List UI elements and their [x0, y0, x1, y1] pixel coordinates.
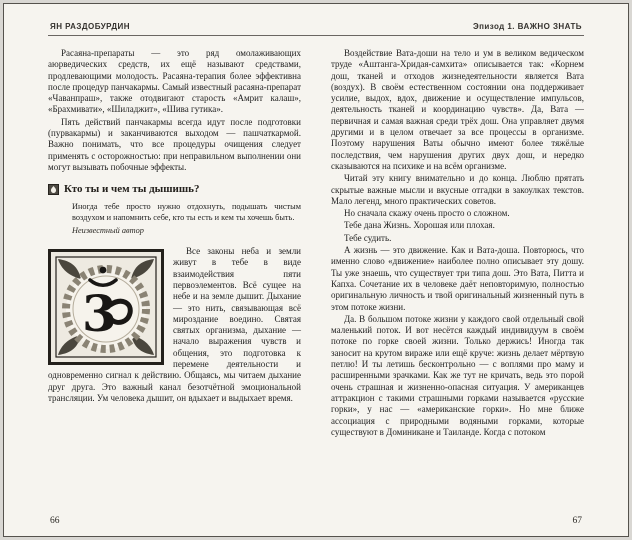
epigraph-text: Иногда тебе просто нужно отдохнуть, подышать чистым воздухом и напомнить себе, кто ты есть и кем ты хочешь быть.: [72, 202, 301, 222]
paragraph: Пять действий панчакармы всегда идут после подготовки (пурвакармы) и заканчиваются выходом — пашчаткармой. Важно понимать, что все процедуры очищения следует применять с осторожностью: при неправильном выполнении они могут вызывать побочные эффекты.: [48, 116, 301, 172]
paragraph: Но сначала скажу очень просто о сложном.: [344, 208, 510, 219]
page-number-right: 67: [572, 516, 582, 526]
epigraph: [72, 202, 301, 237]
page-number-left: 66: [50, 516, 60, 526]
paragraph: Читай эту книгу внимательно и до конца. Люблю прятать скрытые важные мысли и вкусные отгадки в закоулках текстов. Мало легенд, много практических советов.: [331, 173, 584, 206]
page-footer: [50, 516, 582, 526]
right-page-column: [331, 48, 584, 494]
paragraph-with-figure: [48, 246, 301, 404]
paragraph: Тебе судить.: [344, 232, 392, 243]
epigraph-author: Неизвестный автор: [72, 226, 144, 236]
om-mandala-figure: [48, 249, 164, 365]
header-right-title: Эпизод 1. ВАЖНО ЗНАТЬ: [472, 22, 582, 31]
illustrated-passage: [48, 246, 301, 404]
paragraph: Тебе дана Жизнь. Хорошая или плохая.: [344, 220, 495, 231]
header-left-title: ЯН РАЗДОБУРДИН: [50, 22, 130, 31]
paragraph: Воздействие Вата-доши на тело и ум в великом ведическом труде «Аштанга-Хридая-самхита» описывается так: «Корнем дош, тканей и отходов жизнедеятельности является Вата (воздух). В своём естественном состоянии она поддерживает усилие, выдох, вдох, движение и осуществление импульсов, деятельность тканей и координацию чувств». Да, Вата — первичная и самая важная среди трёх дош. Она управляет двумя другими и в целом отвечает за все процессы в организме. Поэтому нарушения Ваты обычно имеют более тяжёлые последствия, чем нарушения других двух дош, и нередко сказываются на психике и на всём организме.: [331, 48, 584, 171]
paragraph: Да. В большом потоке жизни у каждого свой отдельный свой маленький поток. И вот несётся каждый индивидуум в своём потоке по горке своей жизни. Только держись! Иногда так заносит на крутом вираже или ещё круче: жизнь делает мёртвую петлю! И ты летишь бесконтрольно — с воплями про маму и расширенными зрачками. Как же тут не кричать, ведь это порой очень страшная и жизненно-опасная ситуация. У американцев аттракцион с такими страшными горками называется «русские горки», у нас — «американские горки». Но мне ближе ассоциация с природными водяными горками, которые существуют в Доминикане и Таиланде. Когда с потоком: [331, 313, 584, 437]
header-rule: [48, 35, 584, 36]
svg-text:3: 3: [82, 284, 117, 344]
lotus-icon: [48, 184, 59, 195]
paragraph: А жизнь — это движение. Как и Вата-доша. Повторюсь, что именно слово «движение» наиболее полно описывает эту дошу. Ты уже знаешь, что существует три типа дош. Это Вата, Питта и Капха. Сочетание их в человеке даёт неповторимую, полностью оригинальную личность и твой оригинальный жизненный путь в этом потоке жизни.: [331, 245, 584, 312]
section-title-text: Кто ты и чем ты дышишь?: [64, 183, 200, 196]
running-header: [50, 22, 582, 31]
paragraph: Расаяна-препараты — это ряд омолаживающих аюрведических средств, их ещё называют средствами, продлевающими молодость. Расаяна-терапия более эффективна после процедур панчакармы. Самый известный расаяна-препарат «Чаванпраш», также отодвигают старость «Амрит калаш», «Брахмивати», «Шиладжит», «Шива гутика».: [48, 48, 301, 115]
paragraph-text: Все законы неба и земли живут в тебе в виде взаимодействия пяти первоэлементов. Всё сущее на небе и на земле дышит. Дыхание — это нить, связывающая всё мироздание воедино. Святая святых организма, дыхание — начало выражения чувств и общения, это подготовка к перемене деятельности и одновременно сигнал к действию. Общаясь, мы читаем дыхание друг друга. Это важный канал безотчётной эмоциональной трансляции. Ум человека дышит, он вдыхает и выдыхает время.: [48, 246, 301, 403]
page-columns: [48, 48, 584, 494]
book-spread: [3, 3, 629, 537]
section-heading: [48, 183, 301, 195]
left-page-column: [48, 48, 301, 494]
